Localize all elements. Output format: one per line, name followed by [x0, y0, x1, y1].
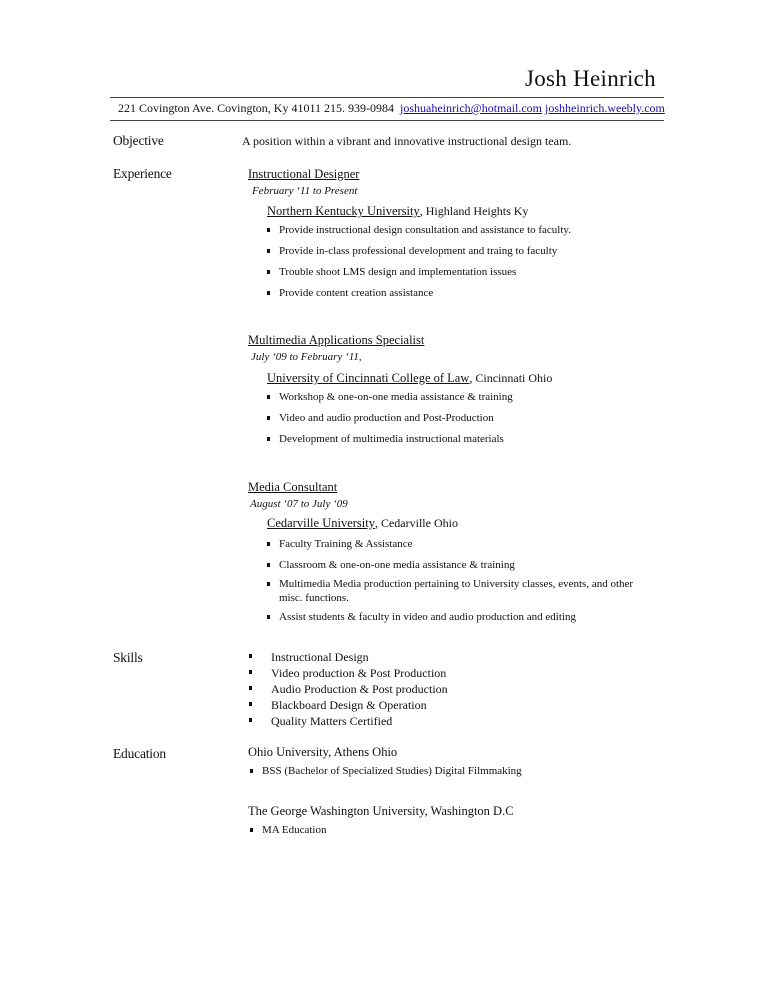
job-organization: [267, 204, 528, 219]
list-item: Provide in-class professional development and traing to faculty: [265, 245, 571, 258]
website-link[interactable]: joshheinrich.weebly.com: [545, 101, 665, 115]
skills-list: [248, 649, 448, 729]
objective-text: A position within a vibrant and innovative instructional design team.: [242, 134, 572, 148]
org-name: Cedarville University: [267, 516, 375, 530]
list-item: Multimedia Media production pertaining to University classes, events, and other: [265, 578, 633, 591]
list-item: Instructional Design: [248, 649, 448, 665]
school-name: Ohio University, Athens Ohio: [248, 745, 398, 759]
section-education: Education: [113, 746, 166, 761]
org-name: University of Cincinnati College of Law: [267, 371, 470, 385]
list-item: Trouble shoot LMS design and implementation issues: [265, 266, 571, 279]
org-location: , Cedarville Ohio: [374, 516, 458, 530]
list-item: Audio Production & Post production: [248, 681, 448, 697]
list-item: Classroom & one-on-one media assistance & training: [265, 559, 633, 572]
list-item: Workshop & one-on-one media assistance & training: [265, 391, 513, 404]
job-organization: [267, 371, 552, 386]
org-name: Northern Kentucky University: [267, 204, 420, 218]
list-item: Provide content creation assistance: [265, 287, 571, 300]
list-item: Faculty Training & Assistance: [265, 538, 633, 551]
contact-bar: [110, 97, 664, 121]
degree-list: [248, 824, 326, 845]
list-item-continuation: misc. functions.: [279, 592, 349, 604]
resume-name: Josh Heinrich: [524, 66, 656, 91]
job-dates: July ‘09 to February ‘11,: [251, 351, 362, 363]
job-title: Instructional Designer: [248, 167, 360, 181]
org-location: , Cincinnati Ohio: [469, 371, 553, 385]
list-item: Assist students & faculty in video and audio production and editing: [265, 611, 633, 624]
contact-address: 221 Covington Ave. Covington, Ky 41011 215. 939-0984: [118, 101, 394, 115]
list-item: Blackboard Design & Operation: [248, 697, 448, 713]
job-dates: August ‘07 to July ‘09: [250, 498, 348, 510]
list-item: Development of multimedia instructional materials: [265, 433, 513, 446]
list-item: MA Education: [248, 824, 326, 837]
section-skills: Skills: [113, 650, 143, 665]
section-experience: Experience: [113, 166, 172, 181]
list-item: Video production & Post Production: [248, 665, 448, 681]
job-dates: February ‘11 to Present: [252, 185, 358, 197]
list-item: Quality Matters Certified: [248, 713, 448, 729]
job-title: Media Consultant: [248, 480, 338, 494]
job-title: Multimedia Applications Specialist: [248, 333, 425, 347]
job-organization: [267, 516, 458, 531]
list-item: BSS (Bachelor of Specialized Studies) Digital Filmmaking: [248, 765, 522, 778]
list-item: Provide instructional design consultation and assistance to faculty.: [265, 224, 571, 237]
job-duties: [265, 391, 513, 454]
job-duties: [265, 538, 633, 632]
school-name: The George Washington University, Washington D.C: [248, 804, 514, 818]
section-objective: Objective: [113, 133, 164, 148]
job-duties: [265, 224, 571, 308]
org-location: , Highland Heights Ky: [419, 204, 529, 218]
list-item: Video and audio production and Post-Production: [265, 412, 513, 425]
email-link[interactable]: joshuaheinrich@hotmail.com: [400, 101, 543, 115]
degree-list: [248, 765, 522, 786]
